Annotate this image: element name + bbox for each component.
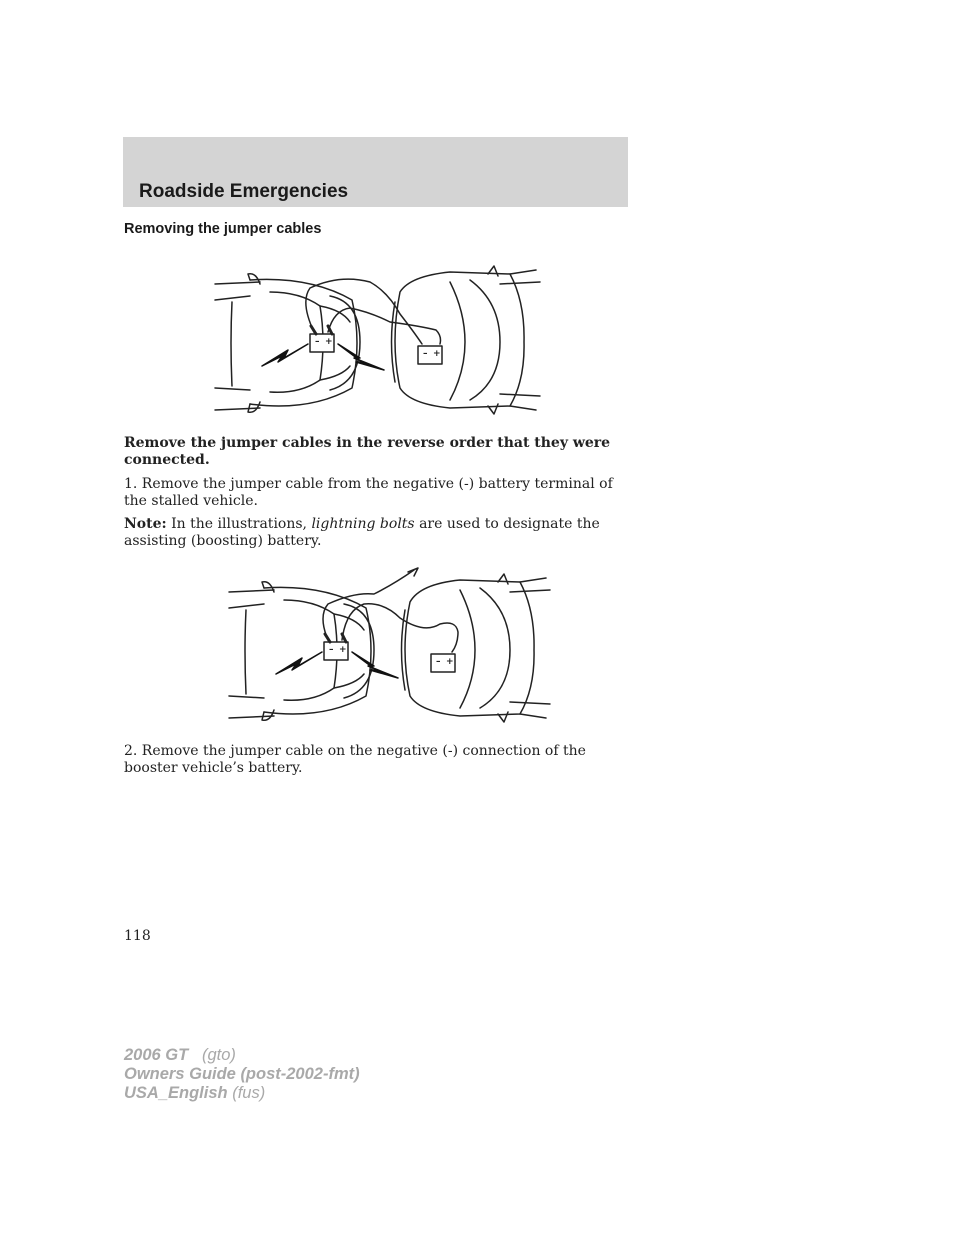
page-number: 118 bbox=[124, 928, 151, 944]
footer-language-code: (fus) bbox=[232, 1084, 266, 1102]
figure-jumper-cables-connected bbox=[210, 262, 546, 422]
section-header-band bbox=[123, 137, 628, 207]
jumper-cable bbox=[323, 568, 458, 652]
lightning-bolt-icon bbox=[352, 652, 398, 678]
step-2-paragraph: 2. Remove the jumper cable on the negative (-) connection of the booster vehicle’s battery. bbox=[124, 743, 586, 776]
footer-language: USA_English bbox=[124, 1084, 228, 1102]
note-italic: lightning bolts bbox=[311, 516, 415, 532]
subsection-heading: Removing the jumper cables bbox=[124, 221, 322, 237]
stalled-car-outline bbox=[229, 582, 374, 721]
intro-text: Remove the jumper cables in the reverse order that they were connected. bbox=[124, 435, 611, 468]
footer-model-code: (gto) bbox=[201, 1046, 236, 1064]
section-title: Roadside Emergencies bbox=[139, 181, 349, 202]
svg-text:–: – bbox=[436, 657, 441, 667]
battery-icon bbox=[310, 334, 334, 352]
svg-text:–: – bbox=[315, 337, 320, 347]
svg-text:+: + bbox=[325, 337, 333, 347]
battery-icon bbox=[431, 654, 455, 672]
lightning-bolt-icon bbox=[338, 344, 384, 370]
svg-text:+: + bbox=[446, 657, 454, 667]
battery-icon bbox=[418, 346, 442, 364]
step-1-paragraph: 1. Remove the jumper cable from the negative (-) battery terminal of the stalled vehicle. bbox=[124, 476, 613, 509]
svg-text:–: – bbox=[423, 349, 428, 359]
note-paragraph bbox=[124, 516, 628, 550]
lightning-bolt-icon bbox=[276, 652, 322, 674]
note-text-b: are used to designate the assisting (boosting) battery. bbox=[124, 516, 600, 549]
svg-text:+: + bbox=[433, 349, 441, 359]
footer-model: 2006 GT bbox=[124, 1046, 189, 1064]
svg-text:+: + bbox=[339, 645, 347, 655]
booster-car-outline bbox=[402, 574, 551, 722]
note-label: Note: bbox=[124, 516, 167, 532]
note-text-a: In the illustrations, bbox=[166, 516, 312, 532]
battery-icon bbox=[324, 642, 348, 660]
document-footer bbox=[124, 1046, 360, 1103]
stalled-car-outline bbox=[215, 274, 360, 413]
intro-paragraph bbox=[124, 435, 628, 469]
lightning-bolt-icon bbox=[262, 344, 308, 366]
figure-jumper-cable-removed bbox=[224, 562, 560, 730]
footer-guide: Owners Guide (post-2002-fmt) bbox=[124, 1065, 360, 1083]
svg-text:–: – bbox=[329, 645, 334, 655]
booster-car-outline bbox=[392, 266, 541, 414]
